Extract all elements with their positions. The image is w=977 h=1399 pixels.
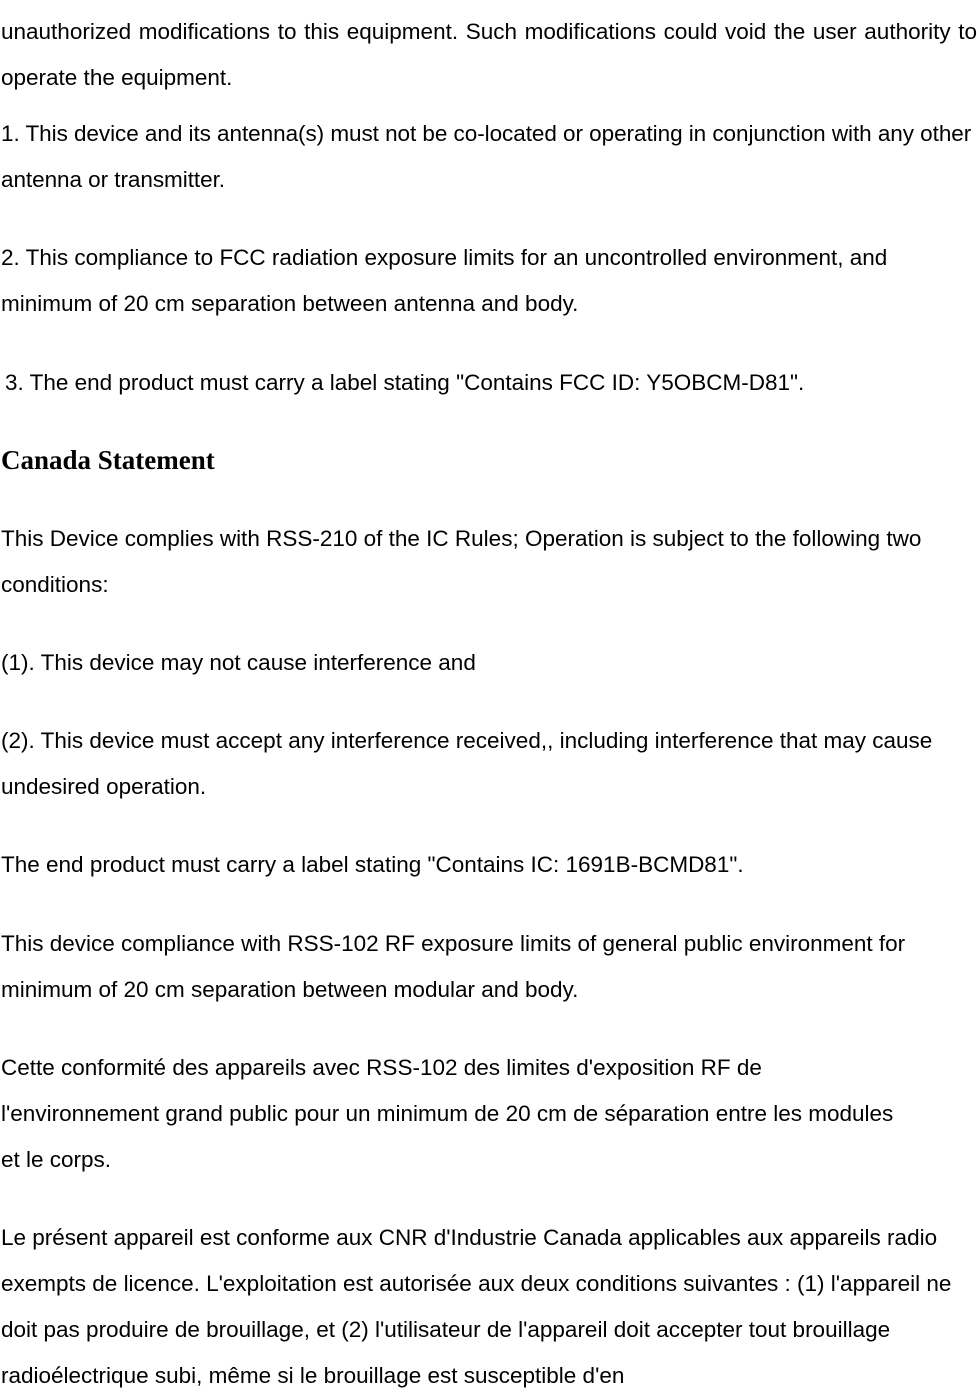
canada-intro-paragraph: This Device complies with RSS-210 of the IC Rules; Operation is subject to the following two conditions:	[1, 526, 922, 597]
canada-heading: Canada Statement	[1, 445, 215, 475]
canada-rf-exposure-french: Cette conformité des appareils avec RSS-102 des limites d'exposition RF de l'environnement grand public pour un minimum de 20 cm de séparation entre les modules et le corps.	[1, 1055, 894, 1172]
canada-label-statement: The end product must carry a label stating "Contains IC: 1691B-BCMD81".	[1, 852, 744, 877]
canada-license-exempt-french: Le présent appareil est conforme aux CNR d'Industrie Canada applicables aux appareils radio exempts de licence. L'exploitation est autorisée aux deux conditions suivantes : (1) l'appareil ne doit pas produire de brouillage, et (2) l'utilisateur de l'appareil doit accepter tout brouillage radioélectrique subi, même si le brouillage est susceptible d'en	[1, 1225, 952, 1388]
fcc-item-2: 2. This compliance to FCC radiation exposure limits for an uncontrolled environment, and minimum of 20 cm separation between antenna and body.	[1, 245, 888, 316]
canada-rf-exposure: This device compliance with RSS-102 RF exposure limits of general public environment for minimum of 20 cm separation between modular and body.	[1, 931, 906, 1002]
fcc-item-1: 1. This device and its antenna(s) must not be co-located or operating in conjunction with any other antenna or transmitter.	[1, 121, 972, 192]
canada-condition-1: (1). This device may not cause interference and	[1, 650, 476, 675]
fcc-intro-paragraph: unauthorized modifications to this equipment. Such modifications could void the user authority to operate the equipment.	[1, 19, 977, 90]
fcc-item-3: 3. The end product must carry a label stating "Contains FCC ID: Y5OBCM-D81".	[5, 370, 805, 395]
canada-condition-2: (2). This device must accept any interference received,, including interference that may cause undesired operation.	[1, 728, 933, 799]
